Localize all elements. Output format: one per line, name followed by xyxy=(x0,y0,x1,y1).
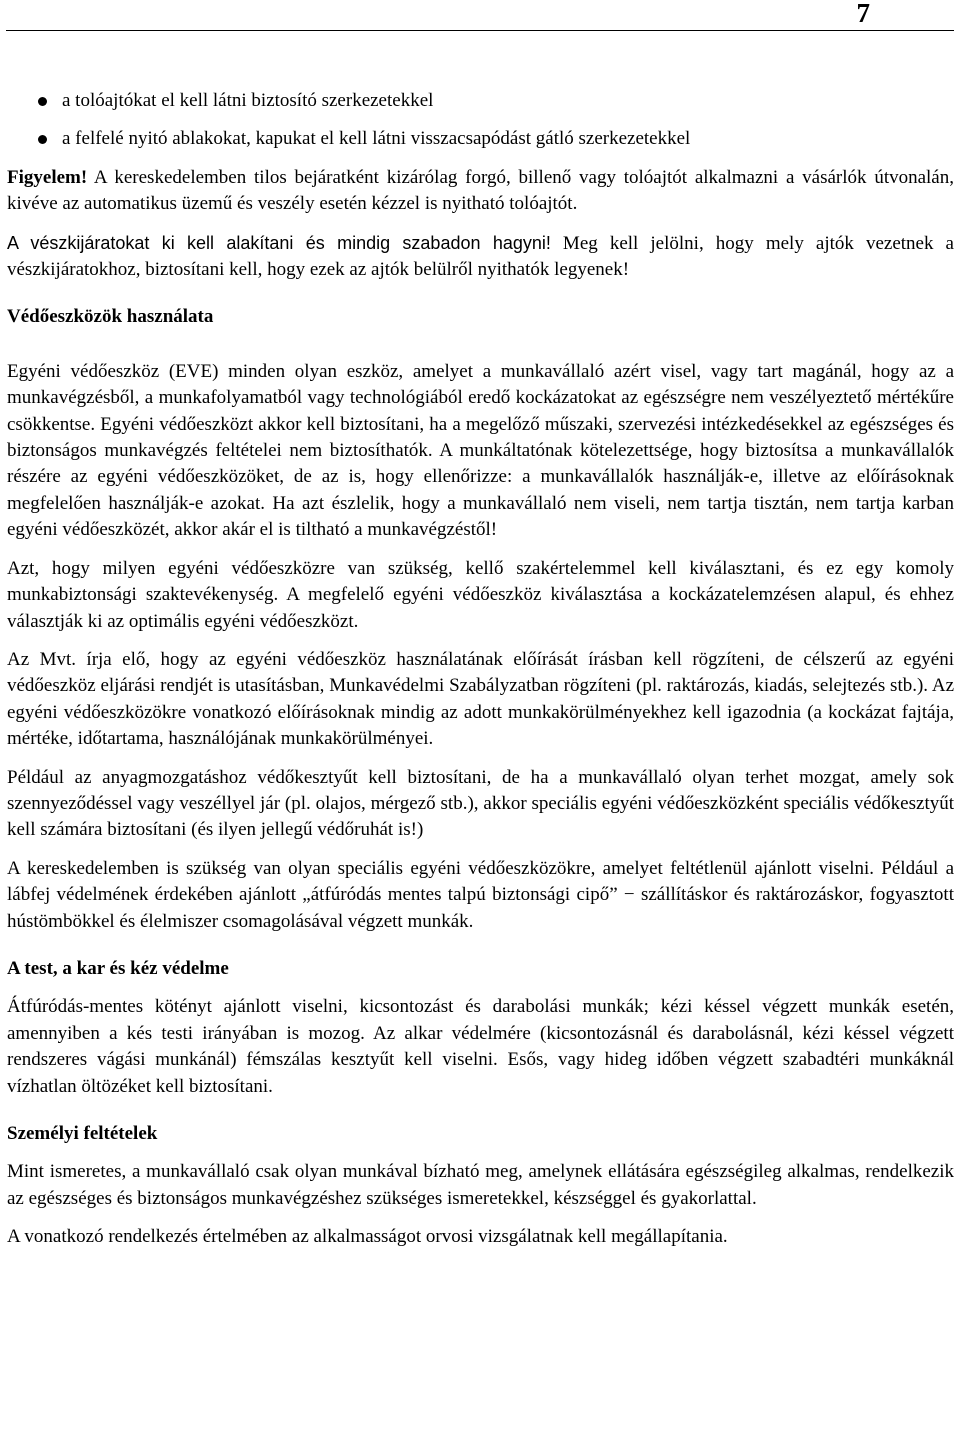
paragraph: Mint ismeretes, a munkavállaló csak olyan munkával bízható meg, amelynek ellátására egészségileg alkalmas, rendelkezik az egészséges és biztonságos munkavégzéshez szükséges ismeretekkel, készséggel és gyakorlattal. xyxy=(7,1161,954,1209)
section-heading-body-protection: A test, a kar és kéz védelme xyxy=(7,957,229,979)
warning-lead: Figyelem! xyxy=(7,166,88,188)
paragraph: A vonatkozó rendelkezés értelmében az alkalmasságot orvosi vizsgálatnak kell megállapítania. xyxy=(7,1226,728,1248)
section-heading-ppe: Védőeszközök használata xyxy=(7,306,214,328)
list-item: a tolóajtókat el kell látni biztosító szerkezetekkel xyxy=(7,88,954,114)
emergency-exit-paragraph xyxy=(7,230,954,284)
paragraph: Azt, hogy milyen egyéni védőeszközre van szükség, kellő szakértelemmel kell kiválasztani, és ez egy komoly munkabiztonsági szaktevékenység. A megfelelő egyéni védőeszköz kiválasztása a kockázatelemzésen alapul, és ehhez választják ki az optimális egyéni védőeszközt. xyxy=(7,557,954,632)
paragraph: Átfúródás-mentes kötényt ajánlott viselni, kicsontozást és darabolási munkák; kézi késsel végzett munkák esetén, amennyiben a kés testi irányában is mozog. Az alkar védelmére (kicsontozásnál és darabolásnál, kézi késsel végzett rendszeres vágási munkánál) fémszálas kesztyűt kell viselni. Esős, vagy hideg időben végzett szabadtéri munkáknál vízhatlan öltözéket kell biztosítani. xyxy=(7,996,954,1097)
paragraph: Például az anyagmozgatáshoz védőkesztyűt kell biztosítani, de ha a munkavállaló olyan terhet mozgat, amely sok szennyeződéssel vagy veszéllyel jár (pl. olajos, mérgező stb.), akkor speciális egyéni védőeszközként speciális védőkesztyűt kell számára biztosítani (és ilyen jellegű védőruhát is!) xyxy=(7,766,954,841)
bullet-list xyxy=(7,88,954,153)
warning-text: A kereskedelemben tilos bejáratként kizárólag forgó, billenő vagy tolóajtót alkalmazni a vásárlók útvonalán, kivéve az automatikus üzemű és veszély esetén kézzel is nyitható tolóajtót. xyxy=(7,166,954,215)
header-divider xyxy=(6,30,954,31)
section-heading-personal: Személyi feltételek xyxy=(7,1123,158,1144)
document-body xyxy=(7,88,954,1251)
paragraph: Az Mvt. írja elő, hogy az egyéni védőeszköz használatának előírását írásban kell rögzíteni, de célszerű az egyéni védőeszköz eljárási rendjét is utasításban, Munkavédelmi Szabályzatban rögzíteni (pl. raktározás, kiadás, selejtezés stb.). Az egyéni védőeszközökre vonatkozó előírásoknak mindig az adott munkakörülményekhez kell igazodnia (a kockázat fajtája, mértéke, időtartama, használójának munkakörülményei. xyxy=(7,648,954,750)
warning-paragraph xyxy=(7,165,954,218)
paragraph: Egyéni védőeszköz (EVE) minden olyan eszköz, amelyet a munkavállaló azért visel, vagy tart magánál, hogy az a munkavégzésből, a munkafolyamatból vagy technológiából eredő kockázatokat az egészségre nem veszélyeztető mértékűre csökkentse. Egyéni védőeszközt akkor kell biztosítani, ha a megelőző műszaki, szervezési intézkedésekkel az egészséges és biztonságos munkavégzés feltételei nem biztosíthatók. A munkáltatónak kötelezettsége, hogy biztosítsa a munkavállalók részére az egyéni védőeszközöket, de az is, hogy ellenőrizze: a munkavállalók használják-e, illetve az előírásoknak megfelelően használják-e azokat. Ha azt észlelik, hogy a munkavállaló nem viseli, nem tartja tisztán, nem tartja karban egyéni védőeszközét, akkor akár el is tiltható a munkavégzéstől! xyxy=(7,360,954,541)
emergency-exit-text: Meg kell jelölni, hogy mely ajtók vezetnek a vészkijáratokhoz, biztosítani kell, hogy ezek az ajtók belülről nyithatók legyenek! xyxy=(7,232,954,281)
emergency-exit-lead: A vészkijáratokat ki kell alakítani és mindig szabadon hagyni! xyxy=(7,232,551,253)
list-item: a felfelé nyitó ablakokat, kapukat el kell látni visszacsapódást gátló szerkezetekkel xyxy=(7,126,954,152)
paragraph: A kereskedelemben is szükség van olyan speciális egyéni védőeszközökre, amelyet feltétlenül ajánlott viselni. Például a lábfej védelmének érdekében ajánlott „átfúródás mentes talpú biztonsági cipő” − szállításkor és raktározáskor, fogyasztott hústömbökkel és élelmiszer csomagolásával végzett munkák. xyxy=(7,857,954,932)
page-number: 7 xyxy=(856,0,870,28)
